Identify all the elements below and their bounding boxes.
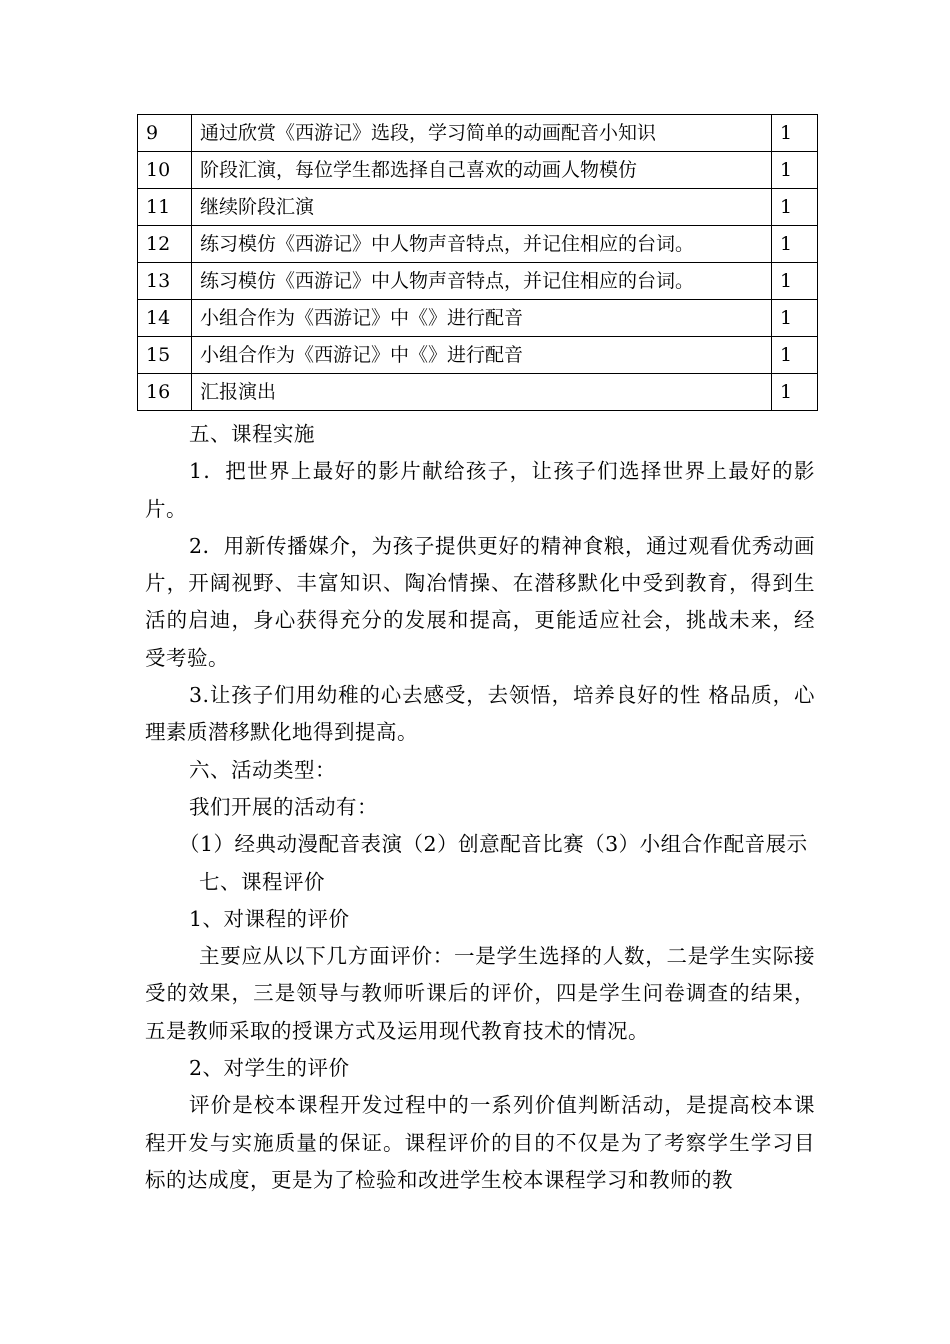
- lesson-hours-cell: 1: [772, 337, 818, 374]
- table-row: [138, 374, 818, 411]
- table-row: [138, 115, 818, 152]
- table-row: [138, 337, 818, 374]
- subheading-student-evaluation: 2、对学生的评价: [189, 1056, 350, 1081]
- lesson-content-cell: 小组合作为《西游记》中《》进行配音: [192, 300, 772, 337]
- lesson-hours-cell: 1: [772, 226, 818, 263]
- lesson-content-cell: 汇报演出: [192, 374, 772, 411]
- section-heading-evaluation: 七、课程评价: [199, 869, 325, 894]
- subheading-course-evaluation: 1、对课程的评价: [189, 906, 350, 931]
- lesson-hours-cell: 1: [772, 152, 818, 189]
- paragraph: （1）经典动漫配音表演（2）创意配音比赛（3）小组合作配音展示: [179, 832, 808, 857]
- lesson-number-cell: 11: [138, 189, 192, 226]
- paragraph: 主要应从以下几方面评价：一是学生选择的人数，二是学生实际接受的效果，三是领导与教师听课后的评价，四是学生问卷调查的结果，五是教师采取的授课方式及运用现代教育技术的情况。: [145, 944, 815, 1043]
- paragraph: 1．把世界上最好的影片献给孩子，让孩子们选择世界上最好的影片。: [145, 459, 815, 521]
- lesson-content-cell: 练习模仿《西游记》中人物声音特点，并记住相应的台词。: [192, 263, 772, 300]
- paragraph: 评价是校本课程开发过程中的一系列价值判断活动，是提高校本课程开发与实施质量的保证。课程评价的目的不仅是为了考察学生学习目标的达成度，更是为了检验和改进学生校本课程学习和教师的教: [145, 1093, 815, 1192]
- lesson-number-cell: 10: [138, 152, 192, 189]
- table-row: [138, 300, 818, 337]
- paragraph: 3.让孩子们用幼稚的心去感受，去领悟，培养良好的性 格品质，心理素质潜移默化地得到提高。: [145, 683, 815, 745]
- table-row: [138, 152, 818, 189]
- table-row: [138, 263, 818, 300]
- course-schedule-table: [137, 114, 818, 411]
- lesson-hours-cell: 1: [772, 115, 818, 152]
- table-row: [138, 189, 818, 226]
- lesson-number-cell: 14: [138, 300, 192, 337]
- lesson-hours-cell: 1: [772, 300, 818, 337]
- lesson-content-cell: 继续阶段汇演: [192, 189, 772, 226]
- lesson-content-cell: 练习模仿《西游记》中人物声音特点，并记住相应的台词。: [192, 226, 772, 263]
- paragraph: 2．用新传播媒介，为孩子提供更好的精神食粮，通过观看优秀动画片，开阔视野、丰富知识、陶冶情操、在潜移默化中受到教育，得到生活的启迪，身心获得充分的发展和提高，更能适应社会，挑战未来，经受考验。: [145, 533, 815, 670]
- lesson-number-cell: 9: [138, 115, 192, 152]
- paragraph: 我们开展的活动有：: [189, 794, 378, 819]
- lesson-hours-cell: 1: [772, 374, 818, 411]
- lesson-number-cell: 13: [138, 263, 192, 300]
- lesson-content-cell: 通过欣赏《西游记》选段，学习简单的动画配音小知识: [192, 115, 772, 152]
- lesson-number-cell: 12: [138, 226, 192, 263]
- table-row: [138, 226, 818, 263]
- lesson-number-cell: 15: [138, 337, 192, 374]
- section-heading-activity-types: 六、活动类型：: [189, 757, 336, 782]
- lesson-content-cell: 阶段汇演，每位学生都选择自己喜欢的动画人物模仿: [192, 152, 772, 189]
- section-heading-implementation: 五、课程实施: [189, 422, 315, 446]
- document-body: [145, 416, 815, 1199]
- lesson-content-cell: 小组合作为《西游记》中《》进行配音: [192, 337, 772, 374]
- lesson-hours-cell: 1: [772, 263, 818, 300]
- lesson-number-cell: 16: [138, 374, 192, 411]
- lesson-hours-cell: 1: [772, 189, 818, 226]
